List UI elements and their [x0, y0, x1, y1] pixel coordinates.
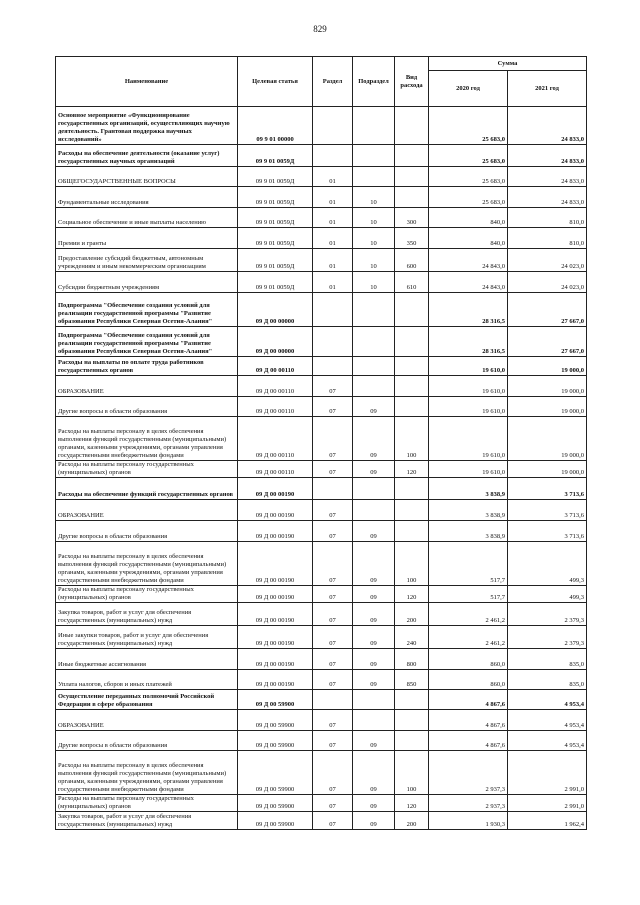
table-row: [56, 690, 587, 710]
row-name: Закупка товаров, работ и услуг для обеспечения государственных (муниципальных) нужд: [56, 812, 238, 830]
table-row: [56, 626, 587, 649]
row-expense-type: [395, 357, 429, 376]
row-expense-type: [395, 690, 429, 710]
row-sum-2021: 499,3: [508, 586, 587, 603]
row-subsection: [353, 376, 395, 397]
row-subsection: 10: [353, 272, 395, 293]
budget-table: [55, 56, 587, 830]
row-name: Подпрограмма "Обеспечение создания условий для реализации государственной программы "Развитие образования Республики Северная Осетия-Алания": [56, 293, 238, 327]
row-target-code: 09 Д 00 00000: [238, 327, 313, 357]
table-row: [56, 167, 587, 187]
row-section: 07: [313, 795, 353, 812]
row-section: 01: [313, 272, 353, 293]
row-sum-2021: 835,0: [508, 670, 587, 690]
row-sum-2020: 28 316,5: [429, 327, 508, 357]
row-target-code: 09 Д 00 00000: [238, 293, 313, 327]
row-subsection: [353, 500, 395, 521]
row-section: 07: [313, 812, 353, 830]
row-sum-2021: 24 833,0: [508, 167, 587, 187]
row-expense-type: [395, 500, 429, 521]
row-target-code: 09 Д 00 00110: [238, 461, 313, 478]
row-sum-2021: 24 833,0: [508, 107, 587, 145]
row-target-code: 09 Д 00 00190: [238, 521, 313, 542]
row-sum-2020: 24 843,0: [429, 249, 508, 272]
row-sum-2021: 24 833,0: [508, 187, 587, 208]
row-section: 01: [313, 208, 353, 228]
row-sum-2020: 840,0: [429, 208, 508, 228]
row-subsection: [353, 167, 395, 187]
row-name: Иные закупки товаров, работ и услуг для обеспечения государственных (муниципальных) нужд: [56, 626, 238, 649]
row-section: 07: [313, 500, 353, 521]
row-sum-2021: 19 000,0: [508, 397, 587, 417]
row-name: Фундаментальные исследования: [56, 187, 238, 208]
table-row: [56, 670, 587, 690]
table-row: [56, 500, 587, 521]
row-sum-2020: 4 867,6: [429, 690, 508, 710]
table-row: [56, 272, 587, 293]
row-subsection: 09: [353, 731, 395, 751]
row-expense-type: [395, 397, 429, 417]
row-expense-type: 120: [395, 586, 429, 603]
row-target-code: 09 Д 00 00190: [238, 626, 313, 649]
row-sum-2020: 25 683,0: [429, 107, 508, 145]
row-section: 07: [313, 731, 353, 751]
row-name: Расходы на выплаты персоналу в целях обеспечения выполнения функций государственными (муниципальными) органами, казенными учреждениями, органами управления государственными внебюджетными фондами: [56, 417, 238, 461]
row-sum-2020: 25 683,0: [429, 145, 508, 167]
row-subsection: 10: [353, 187, 395, 208]
row-expense-type: 120: [395, 795, 429, 812]
table-row: [56, 376, 587, 397]
row-expense-type: [395, 478, 429, 500]
header-year-2021: 2021 год: [508, 71, 587, 107]
row-sum-2021: 2 379,3: [508, 626, 587, 649]
row-subsection: 09: [353, 397, 395, 417]
row-name: Расходы на выплаты персоналу в целях обеспечения выполнения функций государственными (муниципальными) органами, казенными учреждениями, органами управления государственными внебюджетными фондами: [56, 751, 238, 795]
row-target-code: 09 9 01 0059Д: [238, 167, 313, 187]
row-sum-2020: 840,0: [429, 228, 508, 249]
row-sum-2021: 3 713,6: [508, 478, 587, 500]
row-target-code: 09 Д 00 59900: [238, 710, 313, 731]
row-subsection: [353, 293, 395, 327]
row-expense-type: [395, 167, 429, 187]
header-year-2020: 2020 год: [429, 71, 508, 107]
row-sum-2021: 19 000,0: [508, 417, 587, 461]
row-sum-2021: 19 000,0: [508, 357, 587, 376]
row-name: Расходы на выплаты персоналу государственных (муниципальных) органов: [56, 586, 238, 603]
row-sum-2021: 4 953,4: [508, 710, 587, 731]
row-section: 01: [313, 249, 353, 272]
row-expense-type: 850: [395, 670, 429, 690]
row-expense-type: [395, 327, 429, 357]
row-sum-2020: 19 610,0: [429, 357, 508, 376]
table-row: [56, 649, 587, 670]
table-row: [56, 603, 587, 626]
row-section: [313, 327, 353, 357]
header-name: Наименование: [56, 57, 238, 107]
row-subsection: 09: [353, 626, 395, 649]
row-sum-2020: 860,0: [429, 649, 508, 670]
row-sum-2021: 3 713,6: [508, 500, 587, 521]
row-sum-2021: 19 000,0: [508, 461, 587, 478]
row-expense-type: 240: [395, 626, 429, 649]
row-target-code: 09 Д 00 00190: [238, 478, 313, 500]
row-target-code: 09 Д 00 00190: [238, 603, 313, 626]
row-sum-2021: 835,0: [508, 649, 587, 670]
header-section: Раздел: [313, 57, 353, 107]
row-section: 07: [313, 376, 353, 397]
row-sum-2020: 3 838,9: [429, 478, 508, 500]
row-subsection: [353, 478, 395, 500]
row-name: Расходы на выплаты персоналу государственных (муниципальных) органов: [56, 795, 238, 812]
row-sum-2020: 19 610,0: [429, 417, 508, 461]
row-name: Основное мероприятие «Функционирование государственных организаций, осуществляющих научную деятельность. Грантовая поддержка научных исследований»: [56, 107, 238, 145]
row-name: Расходы на выплаты по оплате труда работников государственных органов: [56, 357, 238, 376]
table-row: [56, 710, 587, 731]
row-target-code: 09 Д 00 00190: [238, 649, 313, 670]
row-expense-type: [395, 293, 429, 327]
table-row: [56, 327, 587, 357]
row-sum-2020: 19 610,0: [429, 461, 508, 478]
row-subsection: 09: [353, 417, 395, 461]
row-section: 07: [313, 586, 353, 603]
row-sum-2021: 3 713,6: [508, 521, 587, 542]
table-row: [56, 586, 587, 603]
row-section: 07: [313, 521, 353, 542]
row-subsection: 10: [353, 228, 395, 249]
row-section: [313, 145, 353, 167]
row-target-code: 09 Д 00 59900: [238, 731, 313, 751]
row-target-code: 09 Д 00 59900: [238, 812, 313, 830]
row-target-code: 09 9 01 0059Д: [238, 228, 313, 249]
row-target-code: 09 9 01 0059Д: [238, 272, 313, 293]
row-sum-2021: 1 962,4: [508, 812, 587, 830]
row-sum-2020: 25 683,0: [429, 167, 508, 187]
row-name: Расходы на обеспечение функций государственных органов: [56, 478, 238, 500]
row-expense-type: 800: [395, 649, 429, 670]
row-subsection: [353, 327, 395, 357]
row-section: [313, 478, 353, 500]
row-subsection: 09: [353, 603, 395, 626]
row-section: 07: [313, 670, 353, 690]
row-name: Закупка товаров, работ и услуг для обеспечения государственных (муниципальных) нужд: [56, 603, 238, 626]
row-name: ОБРАЗОВАНИЕ: [56, 500, 238, 521]
row-section: 07: [313, 397, 353, 417]
row-section: [313, 293, 353, 327]
row-subsection: 09: [353, 521, 395, 542]
row-sum-2020: 2 937,3: [429, 795, 508, 812]
row-subsection: [353, 145, 395, 167]
row-sum-2020: 4 867,6: [429, 710, 508, 731]
table-row: [56, 397, 587, 417]
row-sum-2021: 19 000,0: [508, 376, 587, 397]
row-sum-2021: 24 023,0: [508, 249, 587, 272]
row-name: Социальное обеспечение и иные выплаты населению: [56, 208, 238, 228]
row-sum-2021: 24 833,0: [508, 145, 587, 167]
row-subsection: 10: [353, 249, 395, 272]
row-sum-2020: 2 461,2: [429, 603, 508, 626]
row-expense-type: [395, 107, 429, 145]
table-row: [56, 751, 587, 795]
table-row: [56, 417, 587, 461]
row-section: 01: [313, 228, 353, 249]
row-sum-2021: 27 667,0: [508, 293, 587, 327]
row-expense-type: [395, 521, 429, 542]
row-name: Осуществление переданных полномочий Российской Федерации в сфере образования: [56, 690, 238, 710]
table-row: [56, 107, 587, 145]
row-target-code: 09 9 01 0059Д: [238, 249, 313, 272]
table-body: [56, 107, 587, 830]
row-target-code: 09 Д 00 59900: [238, 751, 313, 795]
row-sum-2021: 27 667,0: [508, 327, 587, 357]
header-expense-type: Вид расхода: [395, 57, 429, 107]
row-name: Расходы на выплаты персоналу в целях обеспечения выполнения функций государственными (муниципальными) органами, казенными учреждениями, органами управления государственными внебюджетными фондами: [56, 542, 238, 586]
row-sum-2020: 2 937,3: [429, 751, 508, 795]
table-row: [56, 293, 587, 327]
table-row: [56, 461, 587, 478]
row-name: ОБЩЕГОСУДАРСТВЕННЫЕ ВОПРОСЫ: [56, 167, 238, 187]
table-row: [56, 731, 587, 751]
row-name: Подпрограмма "Обеспечение создания условий для реализации государственной программы "Развитие образования Республики Северная Осетия-Алания": [56, 327, 238, 357]
row-expense-type: 610: [395, 272, 429, 293]
table-row: [56, 812, 587, 830]
row-subsection: [353, 357, 395, 376]
row-sum-2020: 3 838,9: [429, 521, 508, 542]
row-name: Уплата налогов, сборов и иных платежей: [56, 670, 238, 690]
table-row: [56, 357, 587, 376]
row-name: Другие вопросы в области образования: [56, 397, 238, 417]
row-subsection: 09: [353, 795, 395, 812]
row-expense-type: [395, 145, 429, 167]
row-target-code: 09 Д 00 00110: [238, 397, 313, 417]
row-sum-2020: 860,0: [429, 670, 508, 690]
table-row: [56, 145, 587, 167]
row-expense-type: 100: [395, 542, 429, 586]
row-sum-2021: 2 379,3: [508, 603, 587, 626]
row-section: [313, 690, 353, 710]
row-sum-2020: 517,7: [429, 542, 508, 586]
row-sum-2020: 517,7: [429, 586, 508, 603]
row-target-code: 09 9 01 0059Д: [238, 187, 313, 208]
row-expense-type: 600: [395, 249, 429, 272]
row-subsection: 09: [353, 586, 395, 603]
table-row: [56, 795, 587, 812]
row-name: Расходы на обеспечение деятельности (оказание услуг) государственных научных организаций: [56, 145, 238, 167]
row-subsection: [353, 710, 395, 731]
row-name: Другие вопросы в области образования: [56, 521, 238, 542]
table-row: [56, 542, 587, 586]
page-number: 829: [313, 24, 327, 34]
row-expense-type: [395, 710, 429, 731]
row-section: 07: [313, 710, 353, 731]
row-name: Субсидии бюджетным учреждениям: [56, 272, 238, 293]
row-subsection: 10: [353, 208, 395, 228]
row-section: 07: [313, 542, 353, 586]
row-section: 07: [313, 417, 353, 461]
row-sum-2021: 499,3: [508, 542, 587, 586]
row-name: Расходы на выплаты персоналу государственных (муниципальных) органов: [56, 461, 238, 478]
row-subsection: [353, 690, 395, 710]
row-section: [313, 107, 353, 145]
row-sum-2021: 810,0: [508, 228, 587, 249]
row-expense-type: [395, 731, 429, 751]
row-subsection: 09: [353, 812, 395, 830]
row-subsection: 09: [353, 751, 395, 795]
row-subsection: 09: [353, 542, 395, 586]
row-section: 01: [313, 187, 353, 208]
row-sum-2021: 2 991,0: [508, 751, 587, 795]
row-target-code: 09 9 01 00000: [238, 107, 313, 145]
row-target-code: 09 Д 00 00110: [238, 417, 313, 461]
table-row: [56, 521, 587, 542]
row-subsection: 09: [353, 649, 395, 670]
row-expense-type: 350: [395, 228, 429, 249]
row-target-code: 09 Д 00 59900: [238, 795, 313, 812]
row-sum-2020: 3 838,9: [429, 500, 508, 521]
table-row: [56, 187, 587, 208]
row-sum-2020: 24 843,0: [429, 272, 508, 293]
header-sum: Сумма: [429, 57, 587, 71]
table-row: [56, 478, 587, 500]
row-section: 07: [313, 603, 353, 626]
row-target-code: 09 Д 00 00190: [238, 586, 313, 603]
row-target-code: 09 Д 00 00110: [238, 357, 313, 376]
row-subsection: 09: [353, 670, 395, 690]
row-subsection: [353, 107, 395, 145]
row-name: Предоставление субсидий бюджетным, автономным учреждениям и иным некоммерческим организациям: [56, 249, 238, 272]
row-sum-2020: 4 867,6: [429, 731, 508, 751]
row-section: [313, 357, 353, 376]
row-sum-2021: 4 953,4: [508, 690, 587, 710]
header-target: Целевая статья: [238, 57, 313, 107]
row-target-code: 09 Д 00 00110: [238, 376, 313, 397]
row-target-code: 09 Д 00 00190: [238, 670, 313, 690]
row-name: ОБРАЗОВАНИЕ: [56, 710, 238, 731]
row-section: 01: [313, 167, 353, 187]
row-expense-type: 200: [395, 603, 429, 626]
row-expense-type: 100: [395, 417, 429, 461]
row-target-code: 09 Д 00 59900: [238, 690, 313, 710]
row-sum-2020: 2 461,2: [429, 626, 508, 649]
header-subsection: Подраздел: [353, 57, 395, 107]
row-expense-type: 300: [395, 208, 429, 228]
table-row: [56, 249, 587, 272]
row-expense-type: 100: [395, 751, 429, 795]
row-name: Другие вопросы в области образования: [56, 731, 238, 751]
row-sum-2020: 19 610,0: [429, 376, 508, 397]
row-name: Иные бюджетные ассигнования: [56, 649, 238, 670]
row-section: 07: [313, 649, 353, 670]
row-sum-2020: 19 610,0: [429, 397, 508, 417]
row-sum-2021: 24 023,0: [508, 272, 587, 293]
row-sum-2021: 4 953,4: [508, 731, 587, 751]
row-sum-2021: 810,0: [508, 208, 587, 228]
row-name: Премии и гранты: [56, 228, 238, 249]
row-section: 07: [313, 461, 353, 478]
row-expense-type: 200: [395, 812, 429, 830]
table-row: [56, 228, 587, 249]
row-target-code: 09 9 01 0059Д: [238, 208, 313, 228]
row-target-code: 09 Д 00 00190: [238, 500, 313, 521]
row-sum-2020: 25 683,0: [429, 187, 508, 208]
row-subsection: 09: [353, 461, 395, 478]
row-section: 07: [313, 751, 353, 795]
row-sum-2020: 28 316,5: [429, 293, 508, 327]
row-expense-type: 120: [395, 461, 429, 478]
row-sum-2020: 1 930,3: [429, 812, 508, 830]
row-name: ОБРАЗОВАНИЕ: [56, 376, 238, 397]
table-row: [56, 208, 587, 228]
row-expense-type: [395, 187, 429, 208]
row-target-code: 09 9 01 0059Д: [238, 145, 313, 167]
row-target-code: 09 Д 00 00190: [238, 542, 313, 586]
row-expense-type: [395, 376, 429, 397]
row-sum-2021: 2 991,0: [508, 795, 587, 812]
row-section: 07: [313, 626, 353, 649]
